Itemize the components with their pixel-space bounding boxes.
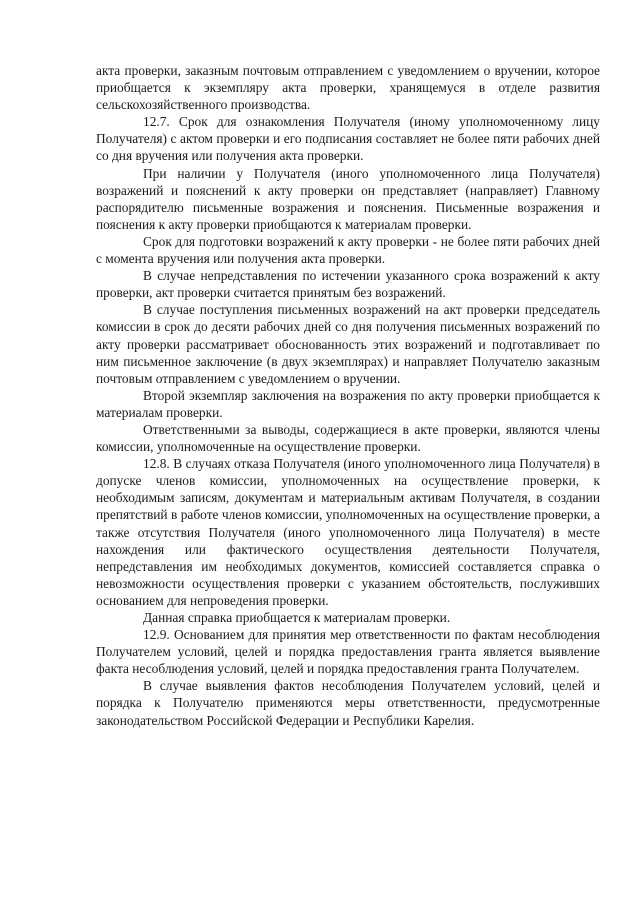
paragraph-12-7: 12.7. Срок для ознакомления Получателя (иному уполномоченному лицу Получателя) с актом проверки и его подписания составляет не более пяти рабочих дней со дня вручения или получения акта проверки. (96, 114, 600, 164)
paragraph-12-8: 12.8. В случаях отказа Получателя (иного уполномоченного лица Получателя) в допуске членов комиссии, уполномоченных на осуществление проверки, к необходимым записям, документам и материальным активам Получателя, в создании препятствий в работе членов комиссии, уполномоченных на осуществление проверки, а также отсутствия Получателя (иного уполномоченного лица Получателя) в месте нахождения или фактического осуществления деятельности Получателя, непредставления им необходимых документов, комиссией составляется справка о невозможности осуществления проверки с указанием обстоятельств, послуживших основанием для непроведения проверки. (96, 456, 600, 608)
paragraph-objection-review: В случае поступления письменных возражений на акт проверки председатель комиссии в срок до десяти рабочих дней со дня получения письменных возражений по акту проверки рассматривает обоснованность этих возражений и подготавливает по ним письменное заключение (в двух экземплярах) и направляет Получателю заказным почтовым отправлением с уведомлением о вручении. (96, 302, 600, 386)
paragraph-second-copy: Второй экземпляр заключения на возражения по акту проверки приобщается к материалам проверки. (96, 387, 600, 420)
paragraph-objection-deadline: Срок для подготовки возражений к акту проверки - не более пяти рабочих дней с момента вручения или получения акта проверки. (96, 233, 600, 267)
paragraph-responsibility: Ответственными за выводы, содержащиеся в акте проверки, являются члены комиссии, уполномоченные на осуществление проверки. (96, 421, 600, 455)
paragraph-certificate: Данная справка приобщается к материалам проверки. (143, 610, 451, 625)
paragraph-12-9: 12.9. Основанием для принятия мер ответственности по фактам несоблюдения Получателем условий, целей и порядка предоставления гранта является выявление факта несоблюдения условий, целей и порядка предоставления гранта Получателем. (96, 627, 600, 677)
paragraph-continuation: акта проверки, заказным почтовым отправлением с уведомлением о вручении, которое приобщается к экземпляру акта проверки, хранящемуся в отделе развития сельскохозяйственного производства. (96, 63, 600, 113)
paragraph-no-objections: В случае непредставления по истечении указанного срока возражений к акту проверки, акт проверки считается принятым без возражений. (96, 268, 600, 301)
paragraph-objections: При наличии у Получателя (иного уполномоченного лица Получателя) возражений и пояснений к акту проверки он представляет (направляет) Главному распорядителю письменные возражения и пояснения. Письменные возражения и пояснения к акту проверки приобщаются к материалам проверки. (96, 165, 600, 232)
paragraph-liability: В случае выявления фактов несоблюдения Получателем условий, целей и порядка к Получателю применяются меры ответственности, предусмотренные законодательством Российской Федерации и Республики Карелия. (96, 678, 600, 728)
